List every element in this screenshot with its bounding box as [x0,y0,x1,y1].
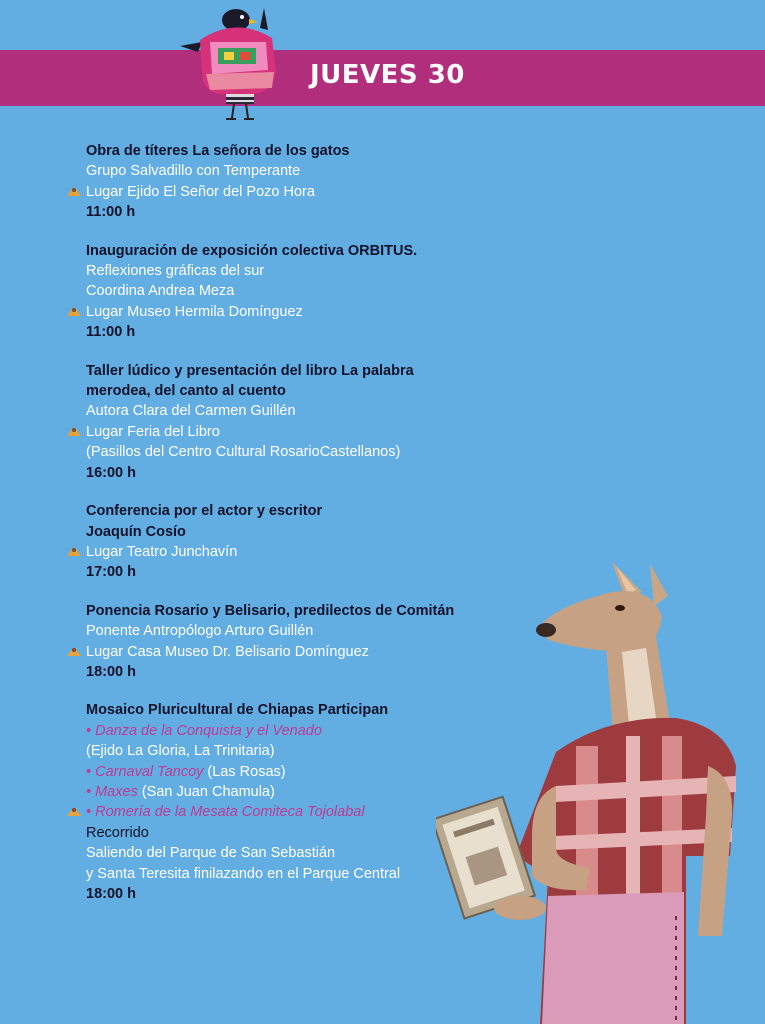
event-title: merodea, del canto al cuento [86,383,286,400]
participant-item: • Danza de la Conquista y el Venado [86,722,322,739]
event-title: Mosaico Pluricultural de Chiapas Participan [86,702,389,719]
event-route: y Santa Teresita finilazando en el Parque Central [86,865,401,882]
event-time: 16:00 h [86,464,136,481]
event-place: Lugar Feria del Libro [86,422,556,442]
event-place: Lugar Teatro Junchavín [86,542,556,562]
event-item [86,141,556,223]
map-pin-icon [66,305,82,317]
participant-item: • Maxes (San Juan Chamula) [86,783,275,800]
page-title: JUEVES 30 [310,60,465,90]
event-item [86,361,556,483]
event-route: Saliendo del Parque de San Sebastián [86,845,336,862]
deer-woman-illustration [436,556,765,1024]
map-pin-icon [66,425,82,437]
event-title: Obra de títeres La señora de los gatos [86,143,350,159]
event-item [86,241,556,343]
event-title: Taller lúdico y presentación del libro La palabra [86,362,414,379]
event-detail: Ponente Antropólogo Arturo Guillén [86,623,314,640]
map-pin-icon [66,185,82,197]
participant-item: • Carnaval Tancoy (Las Rosas) [86,763,286,780]
participant-note: (Ejido La Gloria, La Trinitaria) [86,743,275,760]
event-place: Lugar Ejido El Señor del Pozo Hora [86,182,556,202]
map-pin-icon [66,805,82,817]
event-detail: Autora Clara del Carmen Guillén [86,403,296,420]
event-extra: Recorrido [86,824,149,841]
bird-illustration [176,2,286,124]
event-time: 11:00 h [86,324,136,341]
event-place-detail: (Pasillos del Centro Cultural RosarioCastellanos) [86,444,401,461]
map-pin-icon [66,645,82,657]
event-time: 11:00 h [86,204,136,221]
event-time: 17:00 h [86,564,136,581]
map-pin-icon [66,545,82,557]
event-detail: Reflexiones gráficas del sur [86,263,265,280]
event-detail: Grupo Salvadillo con Temperante [86,163,301,180]
event-time: 18:00 h [86,663,136,680]
event-time: 18:00 h [86,886,136,902]
event-title: Inauguración de exposición colectiva ORBITUS. [86,242,418,259]
event-detail: Coordina Andrea Meza [86,283,235,300]
event-title: Ponencia Rosario y Belisario, predilectos de Comitán [86,602,455,619]
event-title: Conferencia por el actor y escritor [86,503,323,520]
event-title: Joaquín Cosío [86,523,186,540]
participant-item: • Romería de la Mesata Comiteca Tojolabal [86,802,556,822]
event-place: Lugar Museo Hermila Domínguez [86,302,556,322]
event-place: Lugar Casa Museo Dr. Belisario Domínguez [86,642,556,662]
